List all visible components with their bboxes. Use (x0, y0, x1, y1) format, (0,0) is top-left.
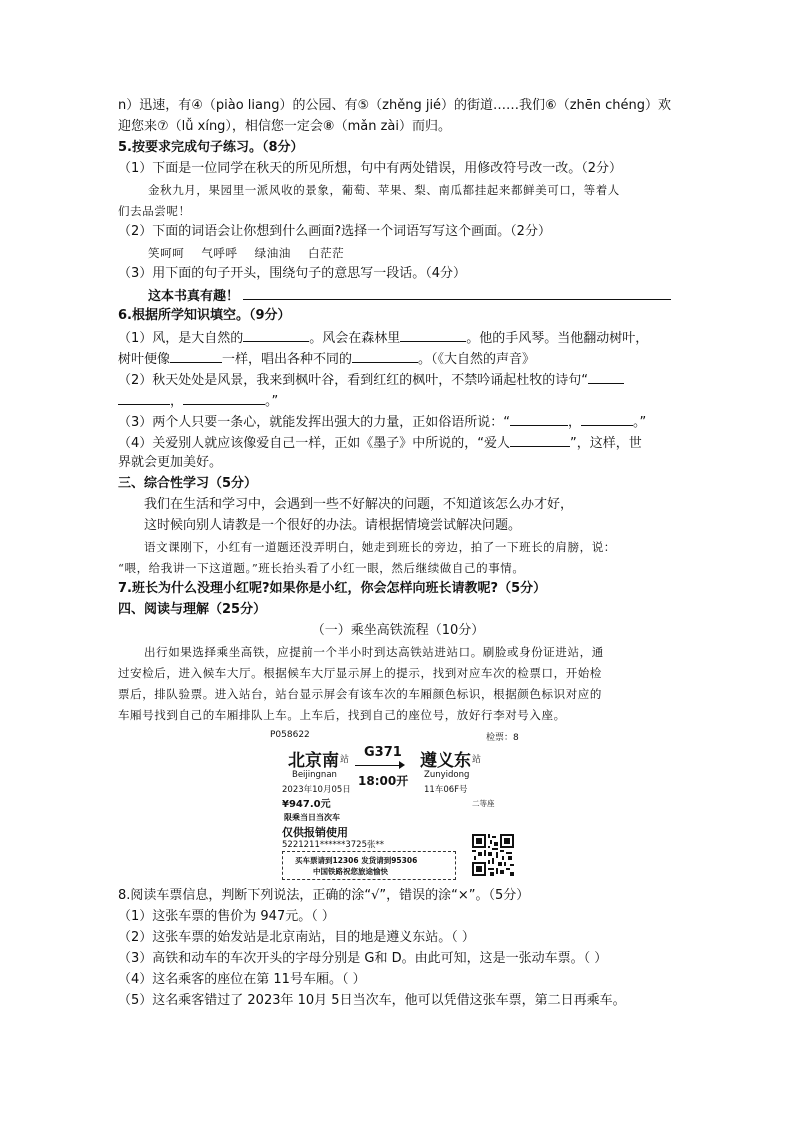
ticket-notice-line: 买车票请到12306 发货请到95306 (295, 856, 418, 865)
q6-1-text: 。（《大自然的声音》 (418, 352, 536, 367)
passage-line: 出行如果选择乘坐高铁，应提前一个半小时到达高铁站进站口。刷脸或身份证进站，通 (144, 645, 604, 659)
q5-3-sentence-start: 这本书真有趣！ (148, 289, 240, 304)
answer-blank[interactable] (510, 432, 570, 447)
ticket-departure-time: 18:00开 (358, 774, 409, 788)
section-3-scenario: 语文课刚下，小红有一道题还没弄明白，她走到班长的旁边，拍了一下班长的肩膀，说： (144, 540, 616, 554)
answer-blank[interactable] (352, 348, 418, 363)
arrow-right-icon (355, 765, 403, 766)
section-3-title: 三、综合性学习（5分） (118, 476, 258, 491)
question-5-2: （2）下面的词语会让你想到什么画面?选择一个词语写写这个画面。（2分） (118, 224, 551, 239)
answer-blank[interactable] (118, 390, 170, 405)
q6-1-line-cont (118, 348, 678, 369)
q6-2-text: （2）秋天处处是风景，我来到枫叶谷，看到红红的枫叶，不禁吟诵起杜牧的诗句“ (118, 373, 589, 388)
answer-blank[interactable] (243, 285, 671, 300)
q5-2-words: 笑呵呵 气呼呼 绿油油 白茫茫 (148, 246, 345, 260)
ticket-from-pinyin: Beijingnan (292, 770, 337, 780)
q8-statement-2: （2）这张车票的始发站是北京南站，目的地是遵义东站。（ ） (118, 930, 475, 945)
text-line: 迎您来⑦（lǚ xíng），相信您一定会⑧（mǎn zài）而归。 (118, 119, 451, 134)
ticket-to-pinyin: Zunyidong (424, 770, 470, 780)
q5-1-sentence-cont: 们去品尝呢！ (118, 204, 191, 218)
passage-title: （一）乘坐高铁流程（10分） (311, 623, 485, 638)
section-3-intro: 我们在生活和学习中，会遇到一些不好解决的问题，不知道该怎么办才好， (144, 497, 574, 512)
ticket-date: 2023年10月05日 (282, 785, 351, 795)
question-8: 8.阅读车票信息，判断下列说法，正确的涂“√”，错误的涂“×”。（5分） (118, 888, 530, 903)
ticket-to-station: 遵义东 (420, 751, 471, 771)
q6-4-text: ”，这样，世 (570, 436, 642, 451)
q6-2-text: 。” (265, 394, 279, 409)
answer-blank[interactable] (581, 411, 633, 426)
q5-1-sentence: 金秋九月，果园里一派风收的景象，葡萄、苹果、梨、南瓜都挂起来都鲜美可口，等着人 (148, 183, 620, 197)
qr-code-icon (472, 834, 514, 876)
q6-3-text: 。” (633, 415, 647, 430)
q6-4-text: （4）关爱别人就应该像爱自己一样，正如《墨子》中所说的，“爱人 (118, 436, 511, 451)
answer-blank[interactable] (183, 390, 265, 405)
q6-4-line-cont: 界就会更加美好。 (118, 455, 223, 470)
passage-line: 票后，排队验票。进入站台，站台显示屏会有该车次的车厢颜色标识，根据颜色标识对应的 (118, 687, 602, 701)
ticket-train-number: G371 (364, 745, 402, 760)
ticket-serial: P058622 (270, 730, 310, 740)
question-5-1: （1）下面是一位同学在秋天的所见所想，句中有两处错误，用修改符号改一改。（2分） (118, 161, 623, 176)
text-line: n）迅速，有④（piào liang）的公园、有⑤（zhěng jié）的街道……我们⑥（zhēn chéng）欢 (118, 98, 672, 113)
ticket-gate: 检票：8 (486, 733, 519, 743)
exam-page (118, 96, 678, 1012)
q6-1-text: 一样，唱出各种不同的 (222, 352, 353, 367)
ticket-reimbursement: 仅供报销使用 (282, 826, 348, 839)
answer-blank[interactable] (400, 327, 466, 342)
section-4-title: 四、阅读与理解（25分） (118, 602, 267, 617)
passage-line: 过安检后，进入候车大厅。根据候车大厅显示屏上的提示，找到对应车次的检票口，开始检 (118, 666, 602, 680)
q6-1-text: 树叶便像 (118, 352, 171, 367)
q6-1-text: 。风会在森林里 (309, 331, 401, 346)
ticket-notice-box (282, 851, 456, 880)
section-3-intro-cont: 这时候向别人请教是一个很好的办法。请根据情境尝试解决问题。 (144, 518, 522, 533)
q6-2-line-cont (118, 390, 678, 411)
question-7: 7.班长为什么没理小红呢?如果你是小红，你会怎样向班长请教呢?（5分） (118, 581, 547, 596)
q6-1-text: （1）风，是大自然的 (118, 331, 244, 346)
section-3-scenario-cont: “喂，给我讲一下这道题。”班长抬头看了小红一眼，然后继续做自己的事情。 (118, 561, 525, 575)
q8-statement-5: （5）这名乘客错过了 2023年 10月 5日当次车，他可以凭借这张车票，第二日再乘车。 (118, 993, 626, 1008)
ticket-notice-line: 中国铁路祝您旅途愉快 (313, 867, 388, 876)
q6-3-line (118, 411, 678, 432)
ticket-seat-class: 二等座 (472, 799, 495, 808)
ticket-seat: 11车06F号 (424, 785, 468, 795)
ticket-station-suffix: 站 (340, 755, 350, 765)
q6-3-text: （3）两个人只要一条心，就能发挥出强大的力量，正如俗语所说：“ (118, 415, 511, 430)
q6-1-text: 。他的手风琴。当他翻动树叶， (466, 331, 649, 346)
ticket-from-station: 北京南 (288, 751, 339, 771)
q8-statement-1: （1）这张车票的售价为 947元。（ ） (118, 909, 335, 924)
ticket-id: 5221211******3725张** (282, 840, 384, 850)
answer-blank[interactable] (588, 369, 624, 384)
passage-line: 车厢号找到自己的车厢排队上车。上车后，找到自己的座位号，放好行李对号入座。 (118, 708, 566, 722)
question-6-title: 6.根据所学知识填空。（9分） (118, 308, 291, 323)
q5-3-answer-line (118, 285, 678, 306)
question-5-3: （3）用下面的句子开头，围绕句子的意思写一段话。（4分） (118, 266, 467, 281)
answer-blank[interactable] (170, 348, 222, 363)
q6-2-text: ， (170, 394, 184, 409)
train-ticket-image (262, 728, 562, 886)
ticket-price: ¥947.0元 (282, 799, 331, 810)
q6-2-line (118, 369, 678, 390)
q6-1-line (118, 327, 678, 348)
q6-4-line (118, 432, 678, 453)
question-5-title: 5.按要求完成句子练习。（8分） (118, 140, 304, 155)
answer-blank[interactable] (243, 327, 309, 342)
q8-statement-3: （3）高铁和动车的车次开头的字母分别是 G和 D。由此可知，这是一张动车票。（ ） (118, 951, 608, 966)
ticket-validity: 限乘当日当次车 (284, 813, 340, 822)
q6-3-text: ， (568, 415, 582, 430)
ticket-station-suffix: 站 (472, 755, 482, 765)
q8-statement-4: （4）这名乘客的座位在第 11号车厢。（ ） (118, 972, 366, 987)
answer-blank[interactable] (510, 411, 568, 426)
